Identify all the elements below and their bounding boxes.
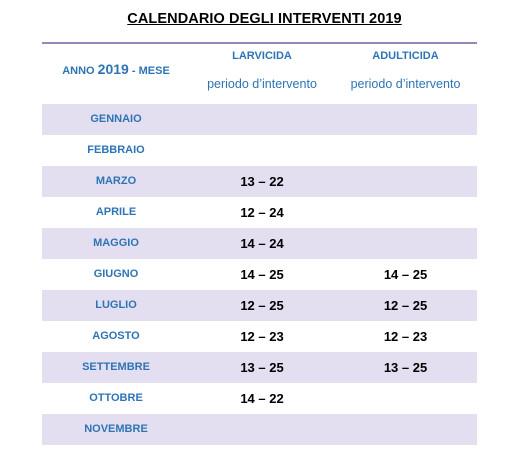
adulticida-cell <box>334 135 477 166</box>
table-row <box>42 135 477 166</box>
header-adulticida <box>334 44 477 104</box>
month-cell: AGOSTO <box>92 330 140 342</box>
larvicida-cell: 12 – 24 <box>240 205 284 220</box>
month-cell: MAGGIO <box>93 237 139 249</box>
larvicida-cell <box>190 414 334 445</box>
adulticida-cell <box>334 414 477 445</box>
table-row <box>42 228 477 259</box>
table-row <box>42 104 477 135</box>
month-cell: NOVEMBRE <box>84 423 148 435</box>
table-header <box>42 44 477 104</box>
header-larvicida-title: LARVICIDA <box>232 50 292 62</box>
header-adulticida-subtitle: periodo d’intervento <box>350 77 461 91</box>
adulticida-cell <box>334 104 477 135</box>
larvicida-cell <box>190 135 334 166</box>
adulticida-cell: 12 – 25 <box>383 298 428 313</box>
month-cell: MARZO <box>95 175 137 187</box>
header-year-month: ANNO 2019 - MESE <box>62 61 170 77</box>
table-row <box>42 290 477 321</box>
month-cell: GENNAIO <box>90 113 142 125</box>
adulticida-cell <box>334 166 477 197</box>
month-cell: FEBBRAIO <box>87 144 145 156</box>
adulticida-cell: 13 – 25 <box>383 360 428 375</box>
table-row <box>42 414 477 445</box>
larvicida-cell: 13 – 22 <box>240 174 284 189</box>
adulticida-cell <box>334 383 477 414</box>
month-cell: APRILE <box>95 206 137 218</box>
header-adulticida-title: ADULTICIDA <box>372 50 439 62</box>
table-row <box>42 383 477 414</box>
table-row <box>42 197 477 228</box>
month-cell: SETTEMBRE <box>82 361 150 373</box>
month-cell: LUGLIO <box>95 299 137 311</box>
header-larvicida-subtitle: periodo d’intervento <box>207 77 317 91</box>
month-cell: GIUGNO <box>93 268 139 280</box>
adulticida-cell <box>334 228 477 259</box>
table-row <box>42 352 477 383</box>
table-row <box>42 259 477 290</box>
document-title: CALENDARIO DEGLI INTERVENTI 2019 <box>127 11 402 27</box>
month-cell: OTTOBRE <box>89 392 143 404</box>
larvicida-cell: 14 – 22 <box>240 391 284 406</box>
header-year: 2019 <box>97 61 129 77</box>
larvicida-cell: 12 – 25 <box>240 298 284 313</box>
larvicida-cell: 13 – 25 <box>240 360 284 375</box>
adulticida-cell: 12 – 23 <box>383 329 428 344</box>
header-larvicida <box>190 44 334 104</box>
adulticida-cell: 14 – 25 <box>383 267 428 282</box>
table-row <box>42 166 477 197</box>
larvicida-cell <box>190 104 334 135</box>
larvicida-cell: 14 – 24 <box>240 236 284 251</box>
larvicida-cell: 12 – 23 <box>240 329 284 344</box>
larvicida-cell: 14 – 25 <box>240 267 284 282</box>
adulticida-cell <box>334 197 477 228</box>
table-row <box>42 321 477 352</box>
